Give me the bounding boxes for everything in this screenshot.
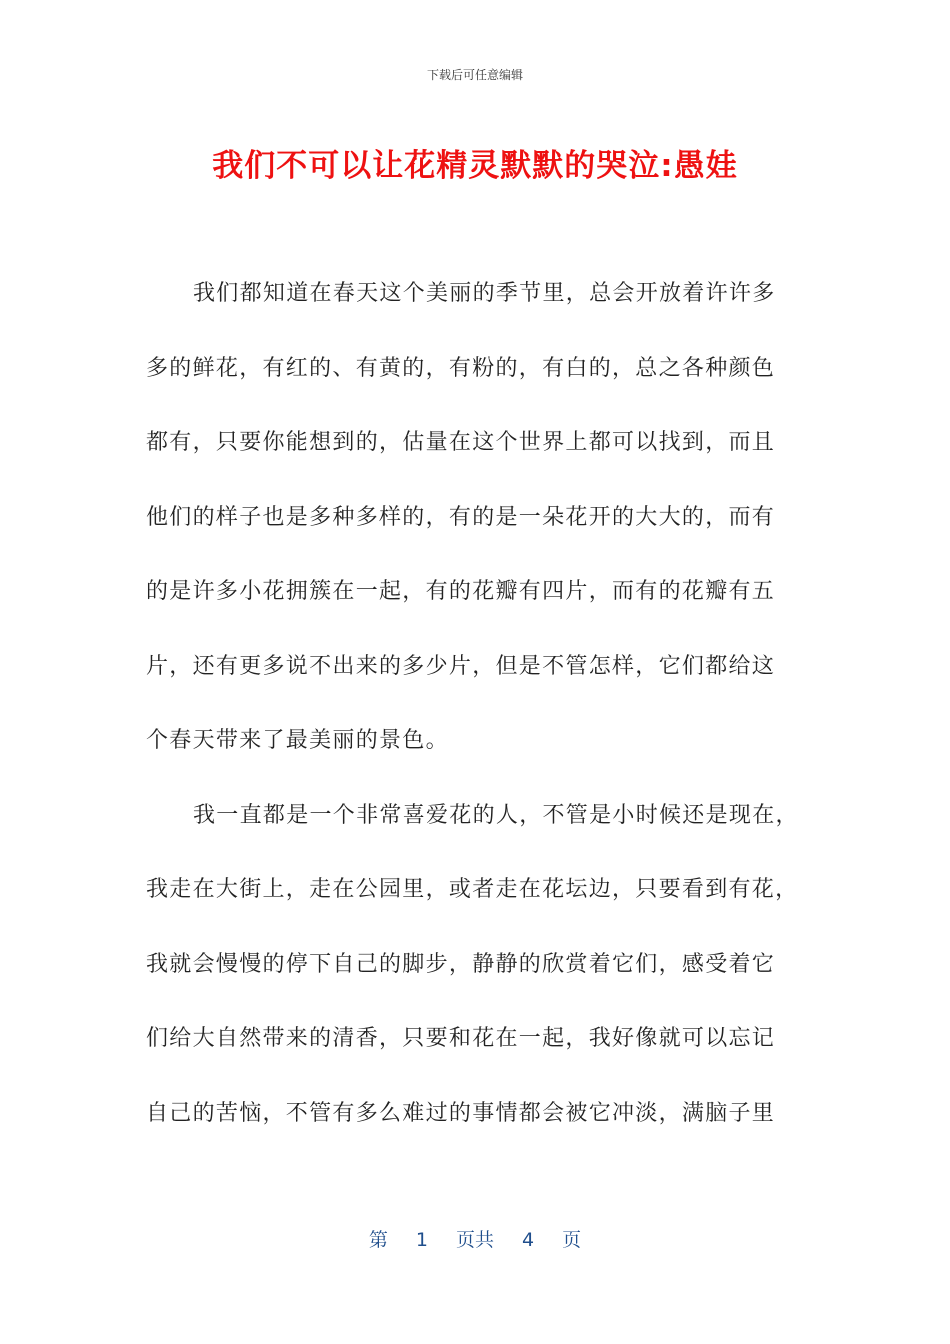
paragraph-line: 我一直都是一个非常喜爱花的人，不管是小时候还是现在， xyxy=(193,802,799,828)
paragraph-line: 都有，只要你能想到的，估量在这个世界上都可以找到，而且 xyxy=(146,430,776,455)
paragraph-line: 自己的苦恼，不管有多么难过的事情都会被它冲淡，满脑子里 xyxy=(146,1100,776,1126)
current-page-number: 1 xyxy=(415,1229,428,1251)
header-note: 下载后可任意编辑 xyxy=(426,68,523,82)
paragraph-line: 个春天带来了最美丽的景色。 xyxy=(146,728,449,753)
paragraph-line: 的是许多小花拥簇在一起，有的花瓣有四片，而有的花瓣有五 xyxy=(146,579,776,604)
paragraph-line: 我们都知道在春天这个美丽的季节里，总会开放着许许多 xyxy=(193,281,776,306)
page-mid: 页共 xyxy=(455,1229,494,1251)
page-suffix: 页 xyxy=(562,1229,582,1251)
paragraph-line: 们给大自然带来的清香，只要和花在一起，我好像就可以忘记 xyxy=(146,1026,776,1051)
paragraph-line: 多的鲜花，有红的、有黄的，有粉的，有白的，总之各种颜色 xyxy=(146,355,776,381)
paragraph-line: 我走在大街上，走在公园里，或者走在花坛边，只要看到有花， xyxy=(146,877,799,902)
paragraph-line: 他们的样子也是多种多样的，有的是一朵花开的大大的，而有 xyxy=(146,504,776,530)
document-body xyxy=(146,268,808,1162)
page-footer xyxy=(0,1225,950,1252)
paragraph-line: 我就会慢慢的停下自己的脚步，静静的欣赏着它们，感受着它 xyxy=(146,951,776,977)
paragraph-line: 片，还有更多说不出来的多少片，但是不管怎样，它们都给这 xyxy=(146,653,776,679)
total-pages-number: 4 xyxy=(522,1229,535,1251)
page-prefix: 第 xyxy=(368,1229,388,1251)
document-title: 我们不可以让花精灵默默的哭泣:愚娃 xyxy=(212,148,738,184)
